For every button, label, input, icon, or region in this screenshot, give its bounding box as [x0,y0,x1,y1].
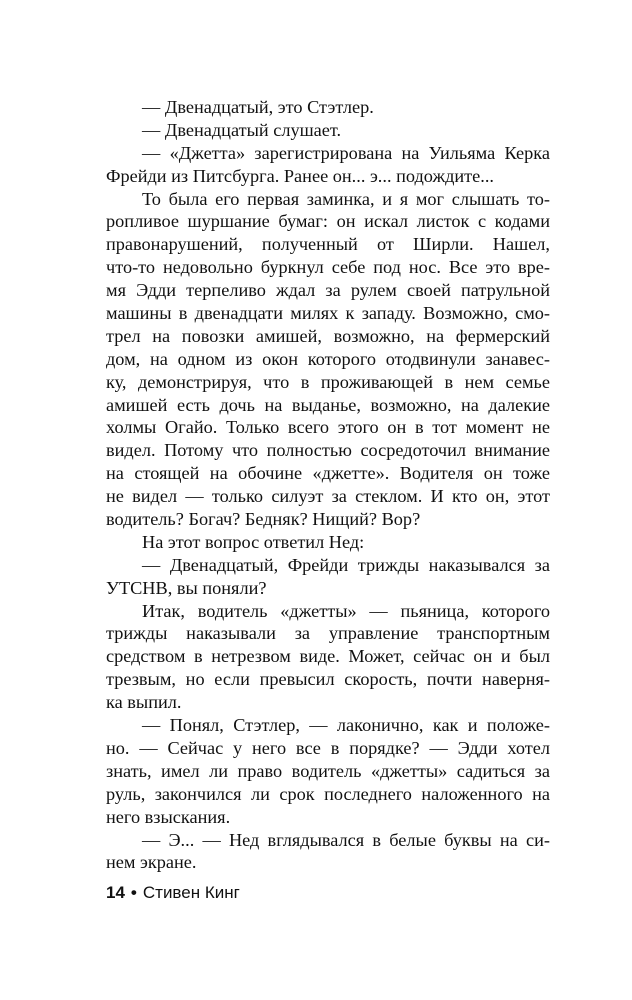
text-line: ропливое шуршание бумаг: он искал листок с кодами [106,211,550,232]
text-line: мя Эдди терпеливо ждал за рулем своей патрульной [106,280,550,301]
text-line: машины в двенадцати милях к западу. Возможно, смо- [106,303,550,324]
author-name: Стивен Кинг [142,883,240,902]
text-line: На этот вопрос ответил Нед: [142,531,365,552]
text-line: трижды наказывали за управление транспортным [106,623,550,644]
text-line: него взыскания. [106,806,231,827]
text-line: на стоящей на обочине «джетте». Водителя он тоже [106,463,550,484]
body-text [106,96,550,874]
text-line: средством в нетрезвом виде. Может, сейчас он и был [106,646,550,667]
text-line: — Э... — Нед вглядывался в белые буквы на си- [142,829,550,850]
text-line: водитель? Богач? Бедняк? Нищий? Вор? [106,509,421,530]
text-line: но. — Сейчас у него все в порядке? — Эдди хотел [106,737,550,758]
text-line: трел на повозки амишей, возможно, на фермерский [106,325,550,346]
text-line: знать, имел ли право водитель «джетты» садиться за [106,760,550,781]
text-line: — Двенадцатый, это Стэтлер. [142,97,374,117]
text-line: Итак, водитель «джетты» — пьяница, которого [142,600,550,621]
text-line: холмы Огайо. Только всего этого он в тот момент не [106,417,550,438]
text-line: То была его первая заминка, и я мог слышать то- [142,188,550,209]
text-line: что-то недовольно буркнул себе под нос. Все это вре- [106,257,550,278]
page-footer [106,882,240,904]
text-line: нем экране. [106,852,197,873]
text-line: амишей есть дочь на выданье, возможно, на далекие [106,394,550,415]
text-line: — Понял, Стэтлер, — лаконично, как и положе- [142,715,550,736]
text-line: видел. Потому что полностью сосредоточил внимание [106,440,550,461]
text-line: — «Джетта» зарегистрирована на Уильяма Керка [142,142,550,163]
text-line: правонарушений, полученный от Ширли. Нашел, [106,234,550,255]
text-line: дом, на одном из окон которого отодвинули занавес- [106,348,550,369]
text-line: Фрейди из Питсбурга. Ранее он... э... подождите... [106,165,494,186]
text-line: ка выпил. [106,692,182,713]
text-line: ку, демонстрируя, что в проживающей в нем семье [106,371,550,392]
text-line: не видел — только силуэт за стеклом. И кто он, этот [106,486,550,507]
footer-separator: • [130,883,137,902]
page-number: 14 [106,883,125,902]
text-line: — Двенадцатый слушает. [142,119,342,140]
text-line: — Двенадцатый, Фрейди трижды наказывался за [142,554,550,575]
text-line: трезвым, но если превысил скорость, почти наверня- [106,669,550,690]
text-line: руль, закончился ли срок последнего наложенного на [106,783,550,804]
text-line: УТСНВ, вы поняли? [106,577,267,598]
